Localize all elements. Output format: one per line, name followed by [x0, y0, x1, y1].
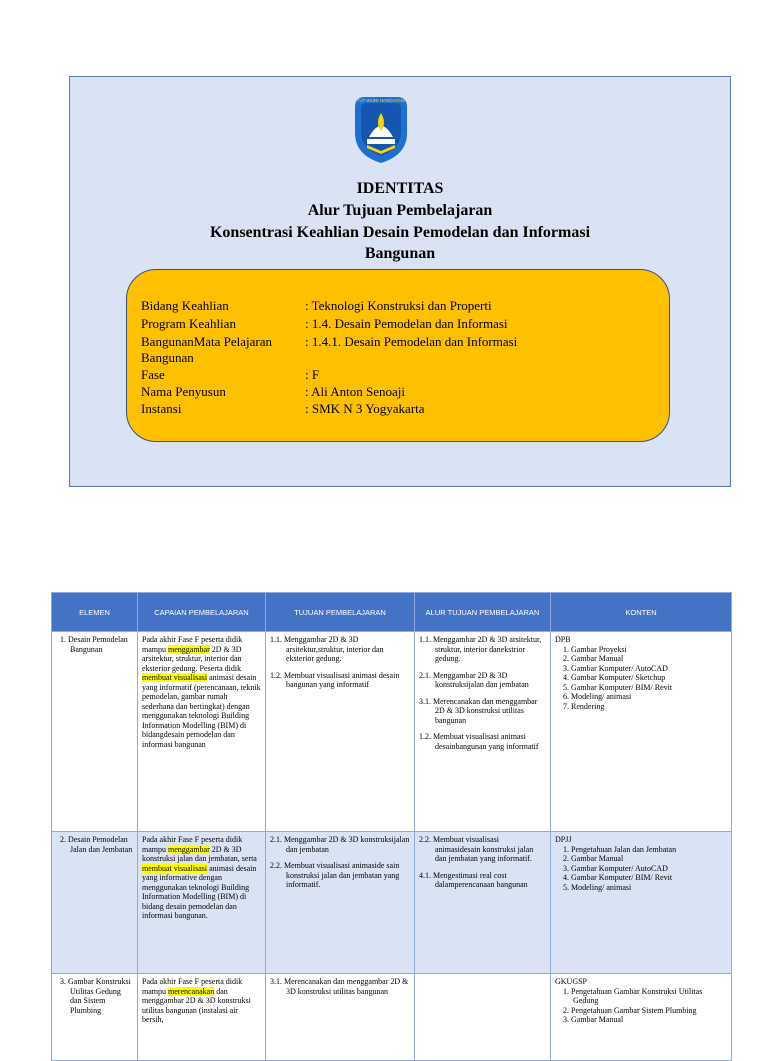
table-row [52, 974, 732, 1061]
fase-value: : F [305, 367, 320, 382]
row3-konten-item: 3. Gambar Manual [563, 1015, 624, 1024]
row2-capaian-b: 2D & 3D konstruksi jalan dan jembatan, serta [142, 844, 257, 863]
concentration-line-1: Konsentrasi Keahlian Desain Pemodelan dan Informasi [209, 224, 591, 241]
row1-konten-item: 7. Rendering [563, 701, 605, 711]
row1-konten-head: DPB [555, 635, 571, 644]
row1-konten-item: 1. Gambar Proyeksi [563, 644, 627, 654]
row3-tujuan-cell [266, 974, 415, 1061]
row3-konten-head: GKUGSP [555, 977, 588, 986]
mapel-label: BangunanMata Pelajaran [141, 334, 273, 349]
row1-tujuan-item: 1.1. Menggambar 2D & 3D arsitektur,struktur, interior dan eksterior gedung. [270, 635, 384, 663]
bidang-label: Bidang Keahlian [141, 298, 229, 313]
row2-capaian-cell [138, 832, 266, 974]
mapel-value: : 1.4.1. Desain Pemodelan dan Informasi [305, 334, 518, 349]
row1-alur-item: 3.1. Merencanakan dan menggambar 2D & 3D konstruksi utilitas bangunan [419, 696, 538, 725]
row1-capaian-b: 2D & 3D arsitektur, struktur, interior dan eksterior gedung. Peserta didik [142, 644, 242, 673]
instansi-label: Instansi [141, 401, 182, 416]
row2-alur-cell [415, 832, 551, 974]
program-label: Program Keahlian [141, 316, 236, 331]
row1-konten-cell [551, 632, 732, 832]
row2-konten-item: 5. Modeling/ animasi [563, 882, 632, 892]
row1-konten-item: 4. Gambar Komputer/ Sketchup [563, 673, 666, 682]
row2-alur-item: 2.2. Membuat visualisasi animasidesain konstruksi jalan dan jembatan yang informatif. [419, 835, 534, 863]
row1-tujuan-item: 1.2. Membuat visualisasi animasi desain bangunan yang informatif [270, 670, 400, 689]
row1-konten-item: 6. Modeling/ animasi [563, 692, 632, 701]
header-konten: KONTEN [551, 593, 732, 632]
row1-alur-item: 1.2. Membuat visualisasi animasi desainbangunan yang informatif [419, 732, 539, 751]
row2-konten-head: DPJJ [555, 835, 572, 844]
row2-konten-item: 1. Pengetahuan Jalan dan Jembatan [563, 844, 677, 854]
row2-capaian-highlight-1: menggambar [168, 844, 210, 854]
row1-alur-item: 2.1. Menggambar 2D & 3D konstruksijalan dan jembatan [419, 670, 529, 689]
row1-capaian-cell [138, 632, 266, 832]
row1-elemen: 1. Desain Pemodelan Bangunan [60, 635, 128, 654]
row3-konten-item: 2. Pengetahuan Gambar Sistem Plumbing [563, 1005, 697, 1015]
row2-konten-item: 4. Gambar Komputer/ BIM/ Revit [563, 873, 673, 882]
mapel-label-cont: Bangunan [141, 350, 194, 365]
row2-tujuan-cell [266, 832, 415, 974]
row3-elemen: 3. Gambar Konstruksi Utilitas Gedung dan Sistem Plumbing [60, 977, 131, 1015]
header-elemen: ELEMEN [52, 593, 138, 632]
row2-capaian-a: Pada akhir Fase F peserta didik mampu [142, 835, 243, 854]
row1-alur-item: 1.1. Menggambar 2D & 3D arsitektur, struktur, interior danekstrior gedung. [419, 635, 542, 663]
header-capaian: CAPAIAN PEMBELAJARAN [138, 593, 266, 632]
row2-capaian-c: animasi desain yang informative dengan menggunakan teknologi Building Information Modelling (BIM) di bidang desain pemodelan dan informasi bangunan. [142, 863, 257, 920]
row3-alur-cell [415, 974, 551, 1061]
row2-alur-item: 4.1. Mengestimasi real cost dalamperencanaan bangunan [419, 870, 528, 889]
row1-capaian-highlight-1: menggambar [168, 644, 210, 654]
row3-elemen-cell [52, 974, 138, 1061]
row2-tujuan-item: 2.2. Membuat visualisasi animaside sain konstruksi jalan dan jembatan yang informatif. [270, 861, 400, 889]
row3-capaian-a: Pada akhir Fase F peserta didik mampu [142, 977, 243, 996]
table-row [52, 632, 732, 832]
row3-tujuan-item: 3.1. Merencanakan dan menggambar 2D & 3D konstruksi utilitas bangunan [270, 977, 409, 996]
row3-capaian-cell [138, 974, 266, 1061]
program-value: : 1.4. Desain Pemodelan dan Informasi [305, 316, 508, 331]
row1-tujuan-cell [266, 632, 415, 832]
bidang-value: : Teknologi Konstruksi dan Properti [305, 298, 492, 313]
table-header-row [52, 593, 732, 632]
row2-konten-cell [551, 832, 732, 974]
row3-konten-cell [551, 974, 732, 1061]
heading: IDENTITAS [356, 180, 444, 197]
penyusun-label: Nama Penyusun [141, 384, 226, 399]
penyusun-value: : Ali Anton Senoaji [305, 384, 406, 399]
row3-capaian-highlight-1: merencanakan [168, 986, 215, 996]
logo-text: TUT WURI HANDAYANI [356, 98, 406, 103]
row2-konten-item: 2. Gambar Manual [563, 854, 624, 863]
row2-tujuan-item: 2.1. Menggambar 2D & 3D konstruksijalan dan jembatan [270, 835, 410, 854]
instansi-value: : SMK N 3 Yogyakarta [305, 401, 425, 416]
concentration-line-2: Bangunan [364, 245, 436, 262]
row1-elemen-cell [52, 632, 138, 832]
subtitle: Alur Tujuan Pembelajaran [307, 202, 493, 219]
tut-wuri-handayani-logo [351, 93, 411, 165]
row1-capaian-c: animasi desain yang informatif (perencanaan, teknik pemodelan, gambar rumah sederhana dan bertingkat) dengan menggunakan teknologi Building Information Modelling (BIM) di bidangdesain pemodelan dan informasi bangunan [142, 673, 261, 749]
fase-label: Fase [141, 367, 165, 382]
row1-konten-item: 3. Gambar Komputer/ AutoCAD [563, 663, 668, 673]
header-tujuan: TUJUAN PEMBELAJARAN [266, 593, 415, 632]
atp-table [51, 592, 732, 1061]
row2-elemen: 2. Desain Pemodelan Jalan dan Jembatan [60, 835, 133, 854]
row2-konten-item: 3. Gambar Komputer/ AutoCAD [563, 863, 668, 873]
row1-capaian-a: Pada akhir Fase F peserta didik mampu [142, 635, 243, 654]
row2-capaian-highlight-2: membuat visualisasi [142, 863, 208, 873]
row1-alur-cell [415, 632, 551, 832]
table-row [52, 832, 732, 974]
row1-konten-item: 2. Gambar Manual [563, 654, 624, 663]
row1-capaian-highlight-2: membuat visualisasi [142, 673, 208, 682]
row3-capaian-b: dan menggambar 2D & 3D konstruksi utilitas bangunan (instalasi air bersih, [142, 986, 251, 1024]
row3-konten-item: 1. Pengetahuan Gambar Konstruksi Utilitas Gedung [563, 986, 703, 1005]
header-alur: ALUR TUJUAN PEMBELAJARAN [415, 593, 551, 632]
row2-elemen-cell [52, 832, 138, 974]
row1-konten-item: 5. Gambar Komputer/ BIM/ Revit [563, 682, 673, 692]
